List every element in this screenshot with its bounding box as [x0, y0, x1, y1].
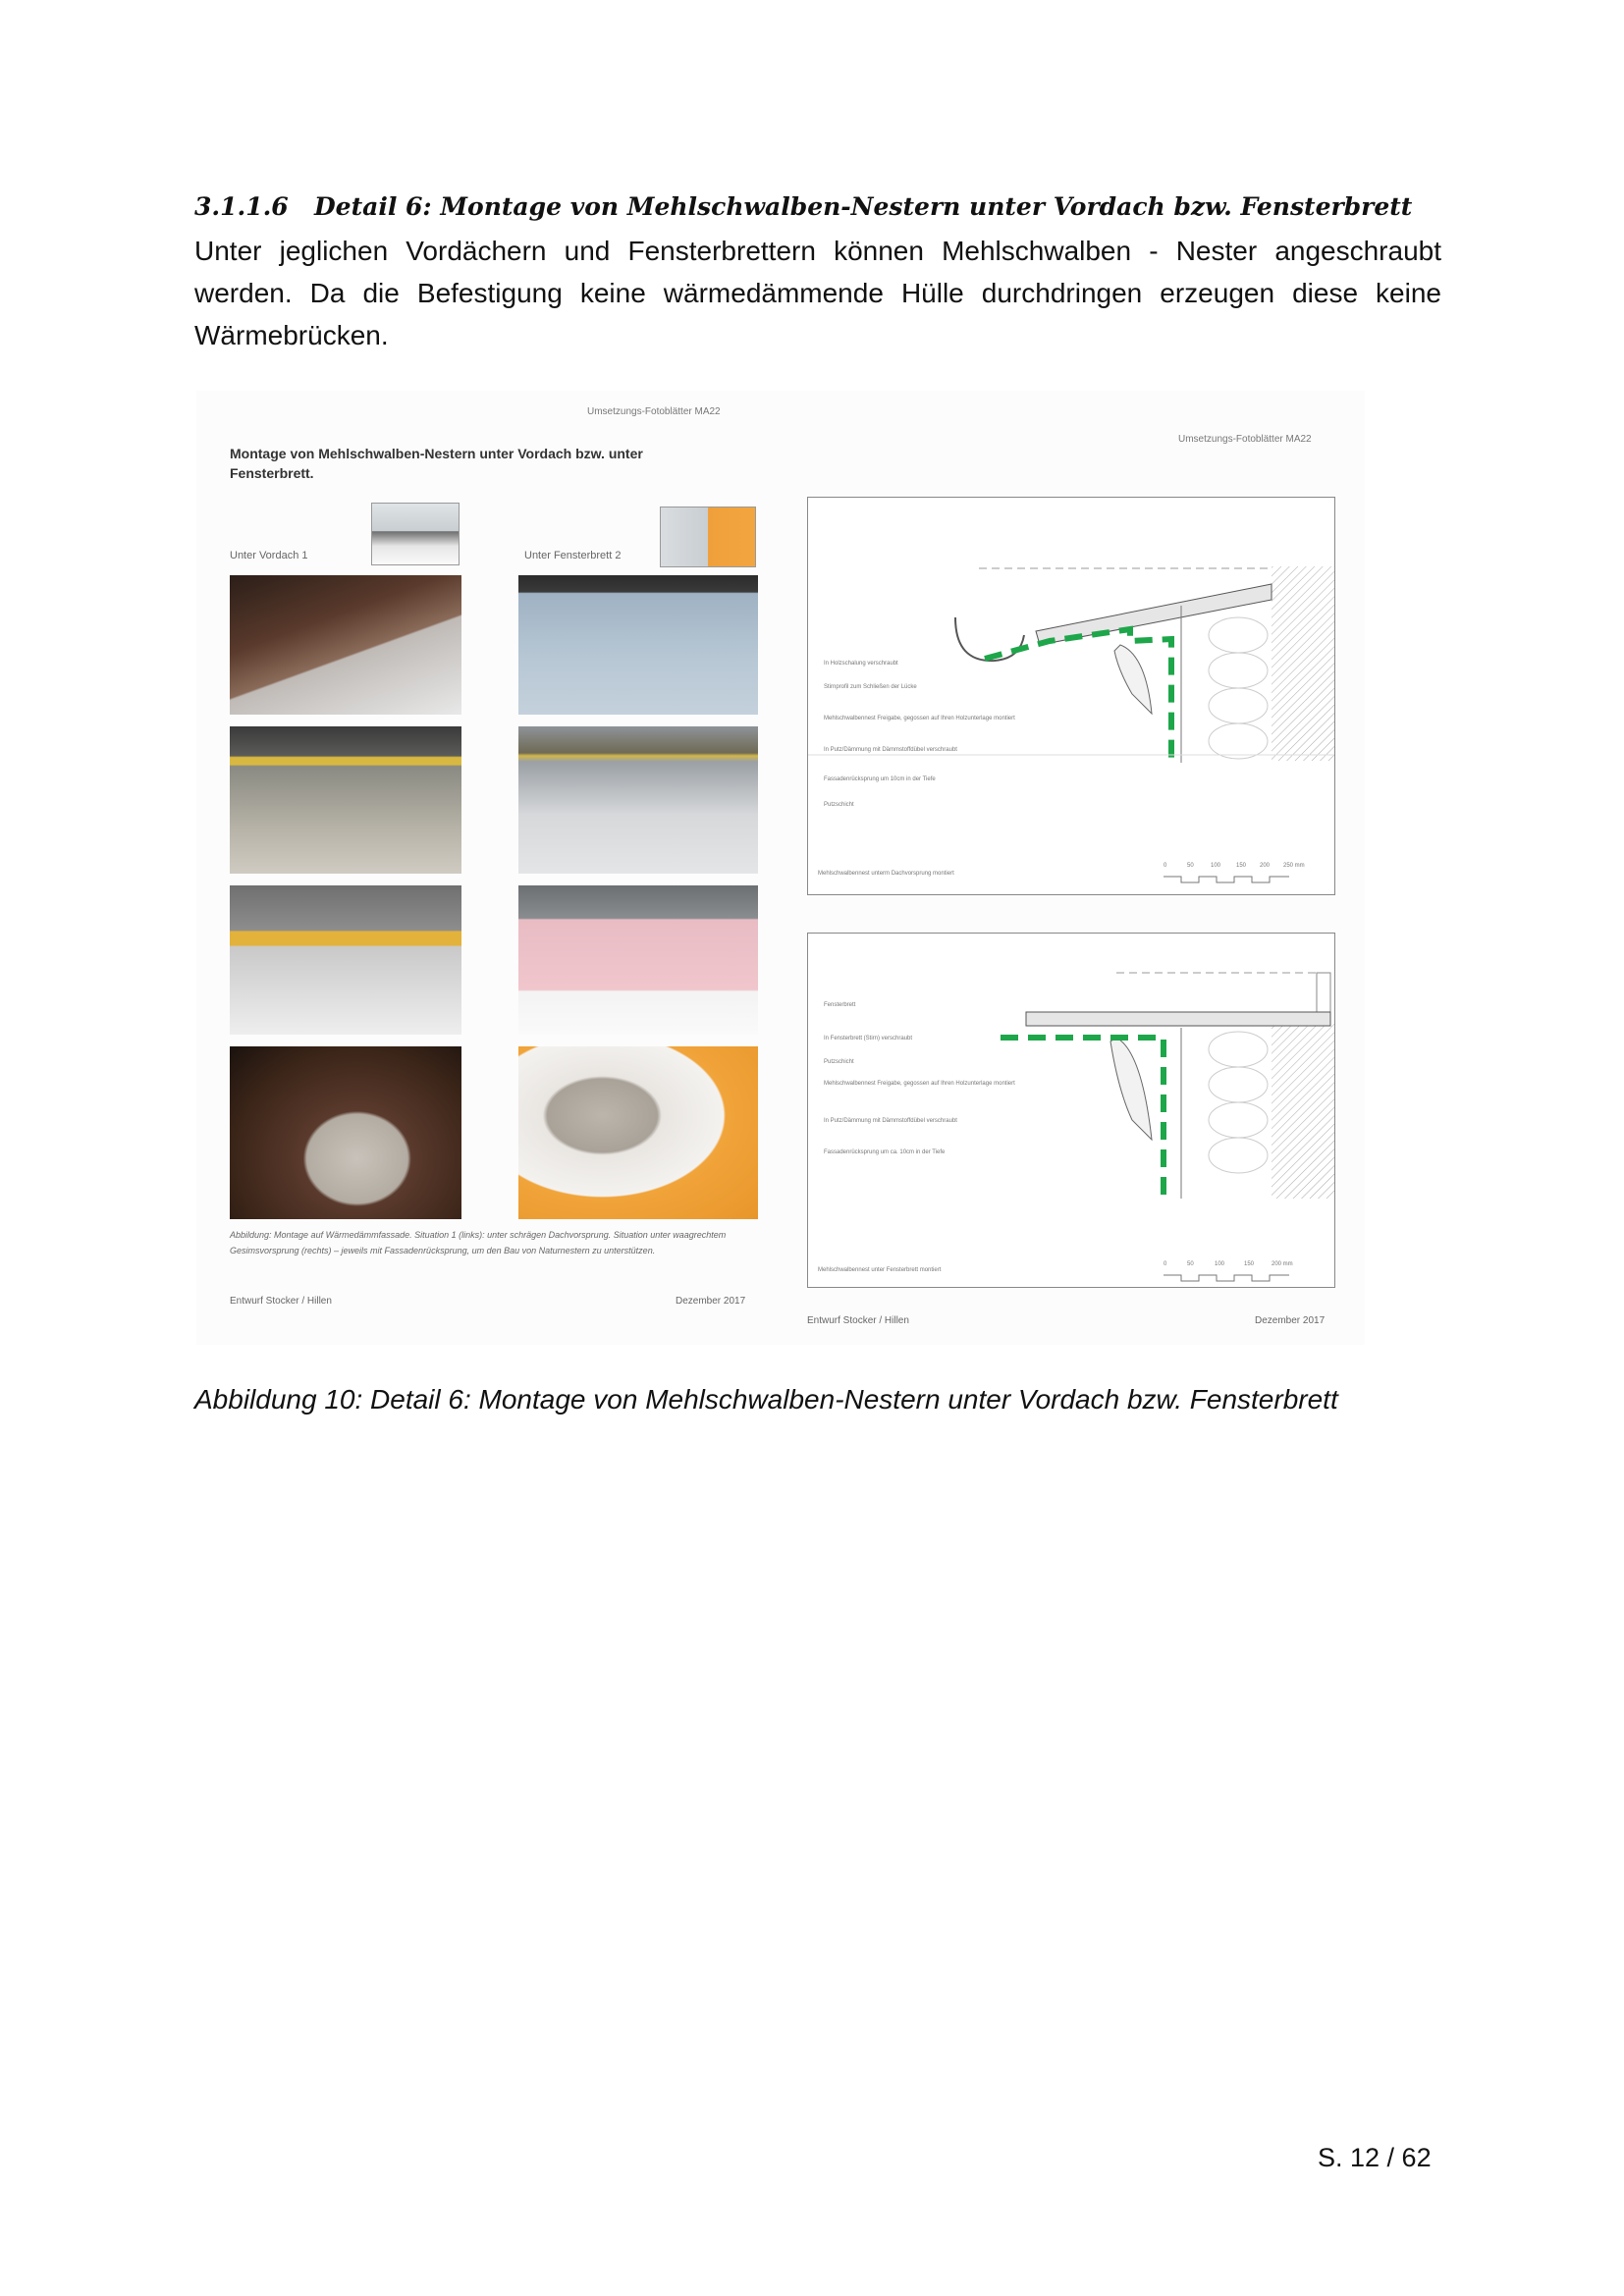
photo-sheet-footer-date: Dezember 2017	[676, 1296, 746, 1307]
thumbnail-fensterbrett	[660, 507, 756, 567]
drawing-vordach-caption: Mehlschwalbennest unterm Dachvorsprung montiert	[818, 871, 954, 877]
column-label-vordach: Unter Vordach 1	[230, 550, 308, 561]
annotation-bottom-1: Fensterbrett	[824, 1002, 856, 1008]
photo-fensterbrett-2	[518, 726, 758, 874]
section-title: Detail 6: Montage von Mehlschwalben-Nestern unter Vordach bzw. Fensterbrett	[314, 192, 1413, 221]
annotation-bottom-2: In Fensterbrett (Stirn) verschraubt	[824, 1036, 913, 1041]
scale-bottom-0: 0	[1164, 1261, 1167, 1267]
body-paragraph: Unter jeglichen Vordächern und Fensterbrettern können Mehlschwalben - Nester angeschraubt werden. Da die Befestigung keine wärmedämmende Hülle durchdringen erzeugen diese keine Wärmebrücken.	[194, 236, 1441, 350]
annotation-top-6: Putzschicht	[824, 802, 854, 808]
nest-outline	[1114, 645, 1152, 714]
photo-sheet-title: Montage von Mehlschwalben-Nestern unter Vordach bzw. unter Fensterbrett.	[230, 446, 643, 481]
scale-bottom-2: 100	[1215, 1261, 1225, 1267]
annotation-bottom-5: In Putz/Dämmung mit Dämmstoffdübel verschraubt	[824, 1118, 957, 1124]
scale-top-0: 0	[1164, 863, 1167, 869]
annotation-top-5: Fassadenrücksprung um 10cm in der Tiefe	[824, 776, 936, 782]
gutter	[955, 617, 1024, 661]
annotation-bottom-4: Mehlschwalbennest Freigabe, gegossen auf Ihren Holzunterlage montiert	[824, 1081, 1015, 1087]
window-sill	[1026, 1012, 1330, 1026]
drawing-fensterbrett-svg	[808, 934, 1334, 1287]
nest-outline-2	[1110, 1038, 1152, 1140]
drawing-sheet-footer-author: Entwurf Stocker / Hillen	[807, 1315, 909, 1326]
scale-bar-2	[1164, 1275, 1289, 1281]
photo-sheet-footer-author: Entwurf Stocker / Hillen	[230, 1296, 332, 1307]
drawing-fensterbrett	[807, 933, 1335, 1288]
scale-top-3: 150	[1236, 863, 1247, 869]
photo-vordach-2	[230, 726, 461, 874]
scale-bottom-3: 150	[1244, 1261, 1255, 1267]
photo-nest-vordach	[230, 1046, 461, 1219]
photo-vordach-3	[230, 885, 461, 1035]
wall-hatch	[1272, 566, 1334, 761]
drawing-sheet-header: Umsetzungs-Fotoblätter MA22	[1178, 434, 1312, 445]
scale-top-1: 50	[1187, 863, 1194, 869]
drawing-vordach-svg	[808, 498, 1334, 894]
annotation-top-1: In Holzschalung verschraubt	[824, 661, 898, 667]
drawing-sheet-footer-date: Dezember 2017	[1255, 1315, 1326, 1326]
scale-top-5: 250 mm	[1283, 863, 1305, 869]
section-number: 3.1.1.6	[194, 192, 289, 221]
wall-hatch-2	[1272, 1022, 1334, 1199]
section-heading	[194, 192, 1441, 221]
scale-top-4: 200	[1260, 863, 1271, 869]
photo-sheet	[196, 391, 785, 1323]
annotation-bottom-6: Fassadenrücksprung um ca. 10cm in der Tiefe	[824, 1149, 946, 1155]
scale-bottom-1: 50	[1187, 1261, 1194, 1267]
window-frame	[1317, 973, 1330, 1012]
column-label-fensterbrett: Unter Fensterbrett 2	[524, 550, 622, 561]
page-number: S. 12 / 62	[1318, 2143, 1432, 2172]
photo-nest-fensterbrett	[518, 1046, 758, 1219]
thumbnail-vordach	[371, 503, 460, 565]
drawing-fensterbrett-caption: Mehlschwalbennest unter Fensterbrett montiert	[818, 1267, 942, 1273]
photo-fensterbrett-1	[518, 575, 758, 715]
drawing-sheet	[797, 391, 1365, 1345]
annotation-top-2: Stirnprofil zum Schließen der Lücke	[824, 684, 917, 690]
scale-top-2: 100	[1211, 863, 1221, 869]
figure	[196, 391, 1365, 1345]
photo-fensterbrett-3	[518, 885, 758, 1035]
drawing-vordach	[807, 497, 1335, 895]
figure-caption: Abbildung 10: Detail 6: Montage von Mehlschwalben-Nestern unter Vordach bzw. Fensterbrett	[194, 1384, 1338, 1415]
annotation-top-3: Mehlschwalbennest Freigabe, gegossen auf Ihren Holzunterlage montiert	[824, 716, 1015, 721]
photo-sheet-caption: Abbildung: Montage auf Wärmedämmfassade. Situation 1 (links): unter schrägen Dachvorsprung. Situation unter waagrechtem Gesimsvorsprung (rechts) – jeweils mit Fassadenrücksprung, um den Bau von Naturnestern zu unterstützen.	[230, 1230, 727, 1255]
scale-bar	[1164, 877, 1289, 882]
scale-bottom-4: 200 mm	[1272, 1261, 1293, 1267]
annotation-bottom-3: Putzschicht	[824, 1059, 854, 1065]
photo-vordach-1	[230, 575, 461, 715]
photo-sheet-header: Umsetzungs-Fotoblätter MA22	[587, 406, 721, 417]
annotation-top-4: In Putz/Dämmung mit Dämmstoffdübel verschraubt	[824, 747, 957, 753]
